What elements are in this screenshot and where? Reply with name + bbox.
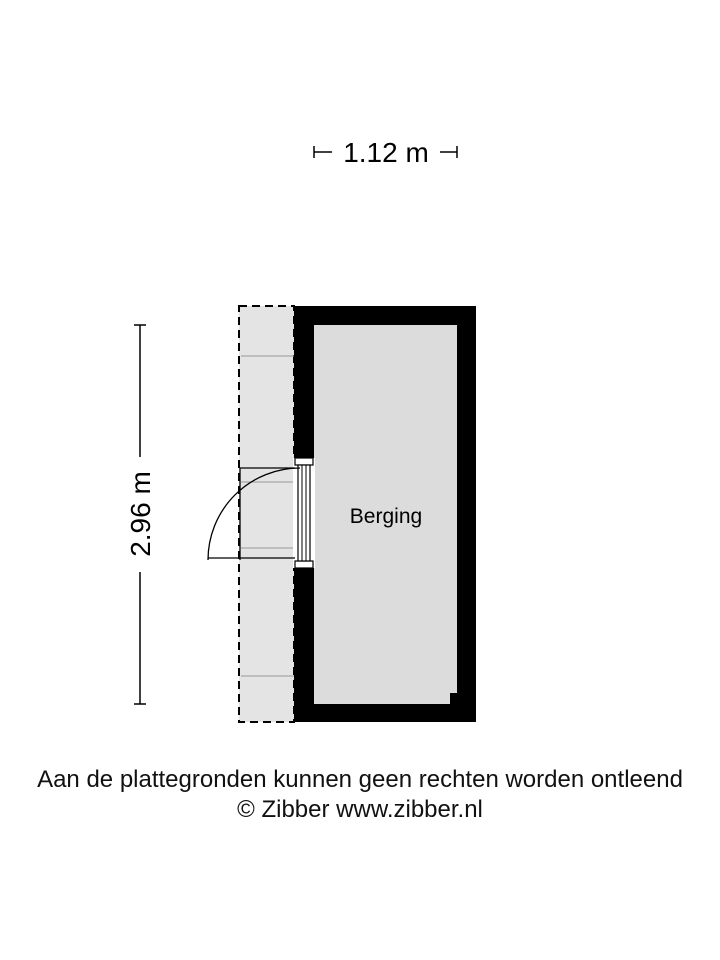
copyright-text: © Zibber www.zibber.nl [237, 796, 483, 823]
width-dimension-label: 1.12 m [343, 137, 429, 168]
disclaimer-text: Aan de plattegronden kunnen geen rechten worden ontleend [37, 766, 683, 793]
door-threshold [298, 465, 310, 561]
corner-marker [450, 693, 457, 704]
room-label: Berging [349, 505, 423, 528]
door-frame-top [295, 458, 313, 465]
height-dimension-label: 2.96 m [125, 471, 156, 557]
outdoor-area [239, 306, 294, 722]
door-frame-bottom [295, 561, 313, 568]
